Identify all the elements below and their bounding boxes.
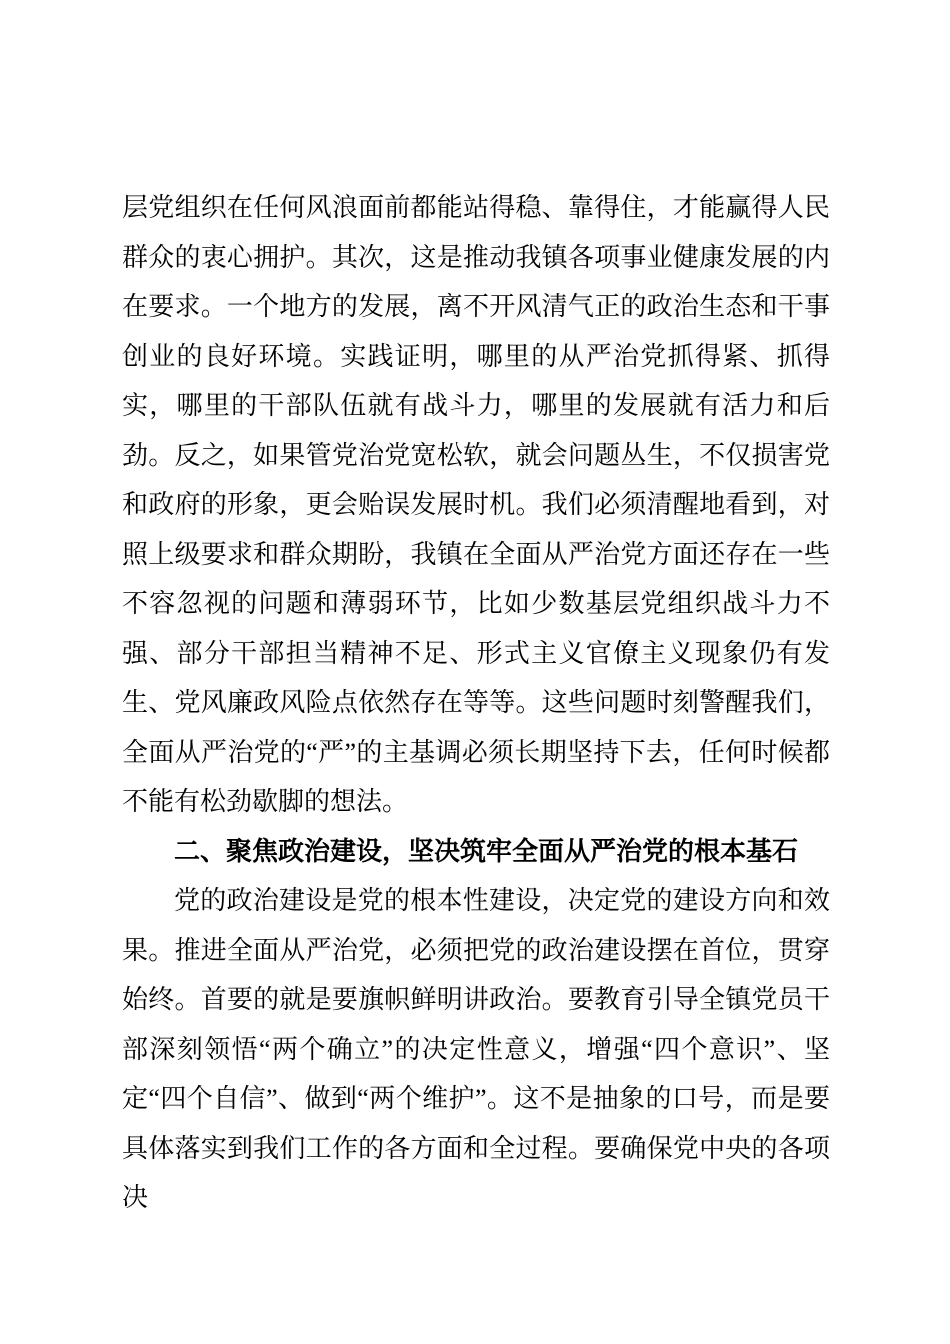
section-heading: 二、聚焦政治建设，坚决筑牢全面从严治党的根本基石 <box>174 835 799 866</box>
paragraph-body: 党的政治建设是党的根本性建设，决定党的建设方向和效果。推进全面从严治党，必须把党的政治建设摆在首位，贯穿始终。首要的就是要旗帜鲜明讲政治。要教育引导全镇党员干部深刻领悟“两个确立”的决定性意义，增强“四个意识”、坚定“四个自信”、做到“两个维护”。这不是抽象的口号，而是要具体落实到我们工作的各方面和全过程。要确保党中央的各项决 <box>122 886 830 1212</box>
paragraph-continuation: 层党组织在任何风浪面前都能站得稳、靠得住，才能赢得人民群众的衷心拥护。其次，这是推动我镇各项事业健康发展的内在要求。一个地方的发展，离不开风清气正的政治生态和干事创业的良好环境。实践证明，哪里的从严治党抓得紧、抓得实，哪里的干部队伍就有战斗力，哪里的发展就有活力和后劲。反之，如果管党治党宽松软，就会问题丛生，不仅损害党和政府的形象，更会贻误发展时机。我们必须清醒地看到，对照上级要求和群众期盼，我镇在全面从严治党方面还存在一些不容忽视的问题和薄弱环节，比如少数基层党组织战斗力不强、部分干部担当精神不足、形式主义官僚主义现象仍有发生、党风廉政风险点依然存在等等。这些问题时刻警醒我们，全面从严治党的“严”的主基调必须长期坚持下去，任何时候都不能有松劲歇脚的想法。 <box>122 193 830 816</box>
